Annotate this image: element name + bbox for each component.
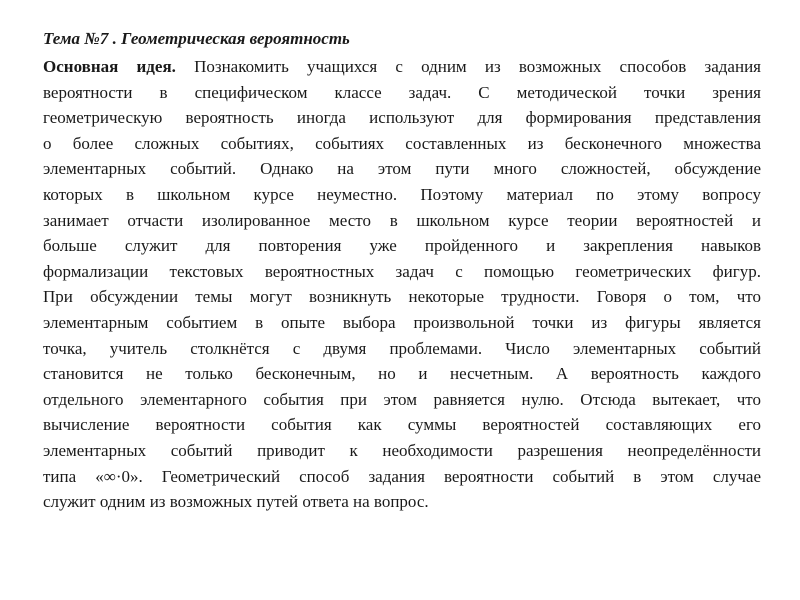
paragraph-line-15: вычисление вероятности события как суммы вероятностей составляющих его: [43, 415, 761, 435]
paragraph-line-8: больше служит для повторения уже пройденного и закрепления навыков: [43, 236, 761, 256]
paragraph-line-3: геометрическую вероятность иногда используют для формирования представления: [43, 108, 761, 128]
paragraph-line-17: типа «∞·0». Геометрический способ задания вероятности событий в этом случае: [43, 466, 761, 486]
paragraph-line-18: служит одним из возможных путей ответа на вопрос.: [43, 492, 429, 512]
paragraph-line-7: занимает отчасти изолированное место в школьном курсе теории вероятностей и: [43, 210, 761, 230]
paragraph-line-13: становится не только бесконечным, но и несчетным. А вероятность каждого: [43, 364, 761, 384]
paragraph-line-1-text: Познакомить учащихся с одним из возможных способов задания: [175, 57, 761, 76]
paragraph-line-9: формализации текстовых вероятностных задач с помощью геометрических фигур.: [43, 261, 761, 281]
paragraph-line-1: [43, 54, 761, 80]
topic-title: Тема №7 . Геометрическая вероятность: [43, 29, 350, 48]
paragraph-line-16: элементарных событий приводит к необходимости разрешения неопределённости: [43, 440, 761, 460]
paragraph-line-5: элементарных событий. Однако на этом пути много сложностей, обсуждение: [43, 159, 761, 179]
paragraph-line-4: о более сложных событиях, событиях составленных из бесконечного множества: [43, 133, 761, 153]
paragraph-line-10: При обсуждении темы могут возникнуть некоторые трудности. Говоря о том, что: [43, 287, 761, 307]
paragraph-line-14: отдельного элементарного события при этом равняется нулю. Отсюда вытекает, что: [43, 389, 761, 409]
main-paragraph: [43, 54, 761, 515]
text-block: [43, 26, 761, 515]
paragraph-line-2: вероятности в специфическом классе задач. С методической точки зрения: [43, 82, 761, 102]
paragraph-line-11: элементарным событием в опыте выбора произвольной точки из фигуры является: [43, 312, 761, 332]
lead-label: Основная идея.: [43, 57, 176, 76]
paragraph-line-6: которых в школьном курсе неуместно. Поэтому материал по этому вопросу: [43, 184, 761, 204]
paragraph-line-12: точка, учитель столкнётся с двумя проблемами. Число элементарных событий: [43, 338, 761, 358]
